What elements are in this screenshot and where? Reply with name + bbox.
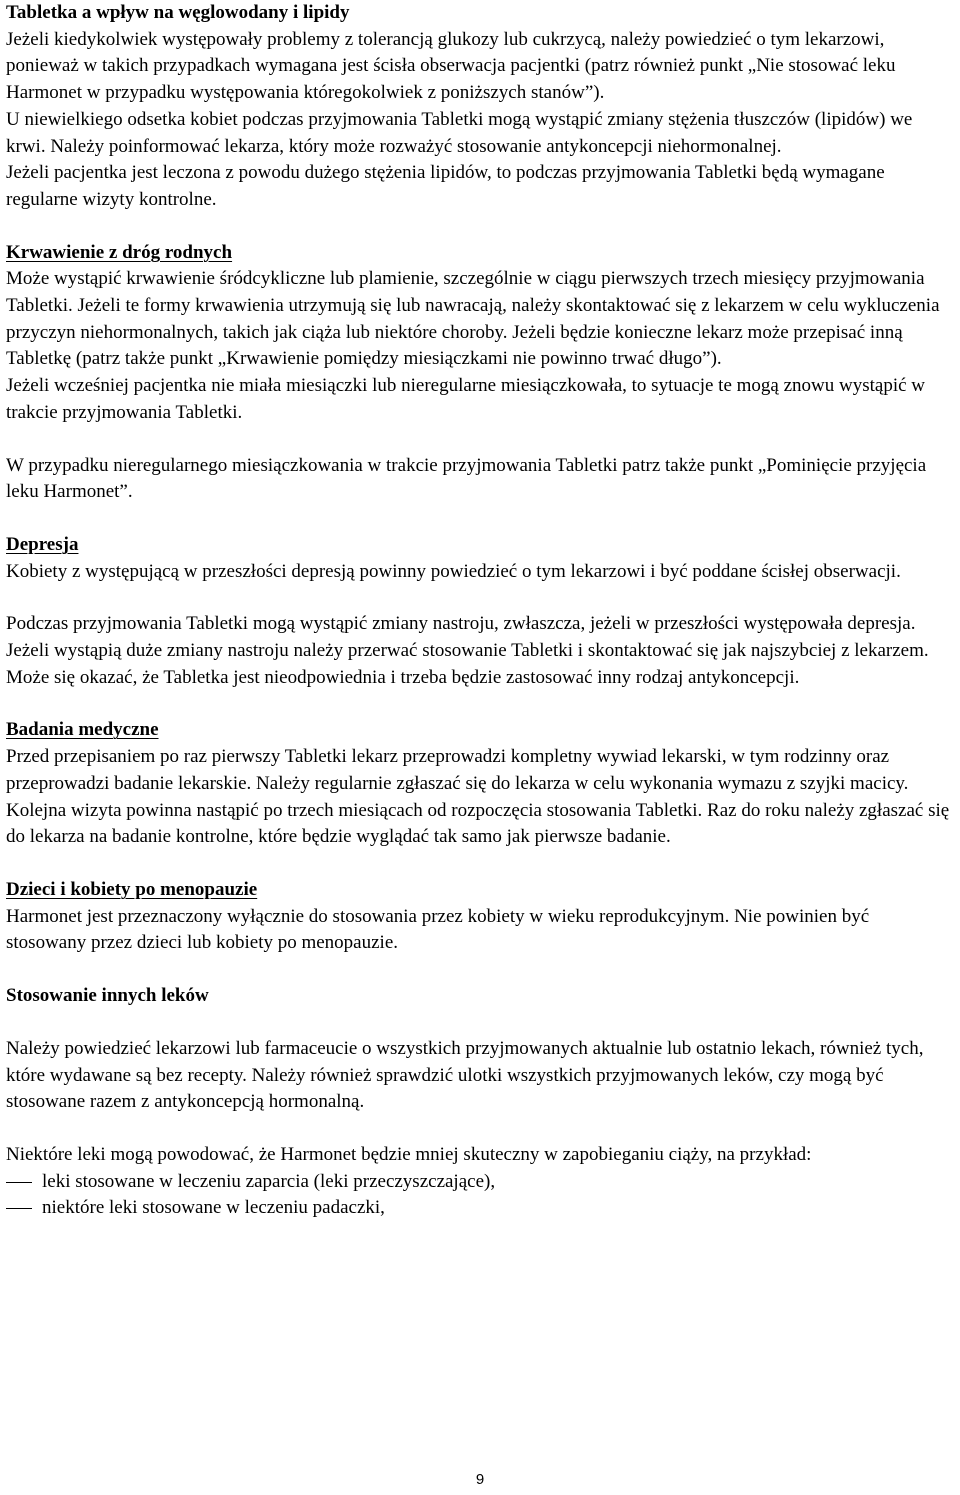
paragraph: Jeżeli wcześniej pacjentka nie miała miesiączki lub nieregularne miesiączkowała, to sytuacje te mogą znowu wystąpić w trakcie przyjmowania Tabletki. — [6, 375, 926, 423]
paragraph: Przed przepisaniem po raz pierwszy Tabletki lekarz przeprowadzi kompletny wywiad lekarski, w tym rodzinny oraz przeprowadzi badanie lekarskie. Należy regularnie zgłaszać się do lekarza w celu wykonania wymazu z szyjki macicy. — [6, 746, 909, 794]
document-page — [6, 0, 954, 1222]
section-title-bleeding: Krwawienie z dróg rodnych — [6, 241, 233, 263]
list-item: leki stosowane w leczeniu zaparcia (leki przeczyszczające), — [6, 1169, 954, 1196]
paragraph: Kolejna wizyta powinna nastąpić po trzech miesiącach od rozpoczęcia stosowania Tabletki. Raz do roku należy zgłaszać się do lekarza na badanie kontrolne, które będzie wyglądać tak samo jak pierwsze badanie. — [6, 799, 950, 848]
section-title-medical-exams: Badania medyczne — [6, 719, 159, 741]
section-title-carbohydrates-lipids: Tabletka a wpływ na węglowodany i lipidy — [6, 2, 350, 23]
paragraph: Jeżeli kiedykolwiek występowały problemy z tolerancją glukozy lub cukrzycą, należy powiedzieć o tym lekarzowi, ponieważ w takich przypadkach wymagana jest ścisła obserwacja pacjentki (patrz również punkt „Nie stosować leku Harmonet w przypadku występowania któregokolwiek z poniższych stanów”). — [6, 28, 896, 104]
dash-bullet-icon — [6, 1182, 32, 1183]
paragraph: Należy powiedzieć lekarzowi lub farmaceucie o wszystkich przyjmowanych aktualnie lub ostatnio lekach, również tych, które wydawane są bez recepty. Należy również sprawdzić ulotki wszystkich przyjmowanych leków, czy mogą być stosowane razem z antykoncepcją hormonalną. — [6, 1037, 924, 1113]
medicine-list — [6, 1169, 954, 1222]
paragraph: Podczas przyjmowania Tabletki mogą wystąpić zmiany nastroju, zwłaszcza, jeżeli w przeszłości występowała depresja. Jeżeli wystąpią duże zmiany nastroju należy przerwać stosowanie Tabletki i skontaktować się jak najszybciej z lekarzem. Może się okazać, że Tabletka jest nieodpowiednia i trzeba będzie zastosować inny rodzaj antykoncepcji. — [6, 613, 929, 688]
dash-bullet-icon — [6, 1208, 32, 1209]
section-title-depression: Depresja — [6, 533, 79, 555]
paragraph: W przypadku nieregularnego miesiączkowania w trakcie przyjmowania Tabletki patrz także punkt „Pominięcie przyjęcia leku Harmonet”. — [6, 454, 927, 503]
paragraph: Może wystąpić krwawienie śródcykliczne lub plamienie, szczególnie w ciągu pierwszych trzech miesięcy przyjmowania Tabletki. Jeżeli te formy krwawienia utrzymują się lub nawracają, należy skontaktować się z lekarzem w celu wykluczenia przyczyn niehormonalnych, takich jak ciąża lub niektóre choroby. Jeżeli będzie konieczne lekarz może przepisać inną Tabletkę (patrz także punkt „Krwawienie pomiędzy miesiączkami nie powinno trwać długo”). — [6, 268, 940, 370]
paragraph: Niektóre leki mogą powodować, że Harmonet będzie mniej skuteczny w zapobieganiu ciąży, na przykład: — [6, 1143, 812, 1165]
paragraph: Jeżeli pacjentka jest leczona z powodu dużego stężenia lipidów, to podczas przyjmowania Tabletki będą wymagane regularne wizyty kontrolne. — [6, 162, 885, 210]
section-title-other-medicines: Stosowanie innych leków — [6, 985, 209, 1007]
list-item: niektóre leki stosowane w leczeniu padaczki, — [6, 1195, 954, 1222]
paragraph: Kobiety z występującą w przeszłości depresją powinny powiedzieć o tym lekarzowi i być poddane ścisłej obserwacji. — [6, 560, 901, 582]
section-title-children-menopause: Dzieci i kobiety po menopauzie — [6, 878, 258, 900]
page-number: 9 — [475, 1471, 485, 1488]
paragraph: U niewielkiego odsetka kobiet podczas przyjmowania Tabletki mogą wystąpić zmiany stężenia tłuszczów (lipidów) we krwi. Należy poinformować lekarza, który może rozważyć stosowanie antykoncepcji niehormonalnej. — [6, 108, 913, 157]
paragraph: Harmonet jest przeznaczony wyłącznie do stosowania przez kobiety w wieku reprodukcyjnym. Nie powinien być stosowany przez dzieci lub kobiety po menopauzie. — [6, 905, 870, 954]
